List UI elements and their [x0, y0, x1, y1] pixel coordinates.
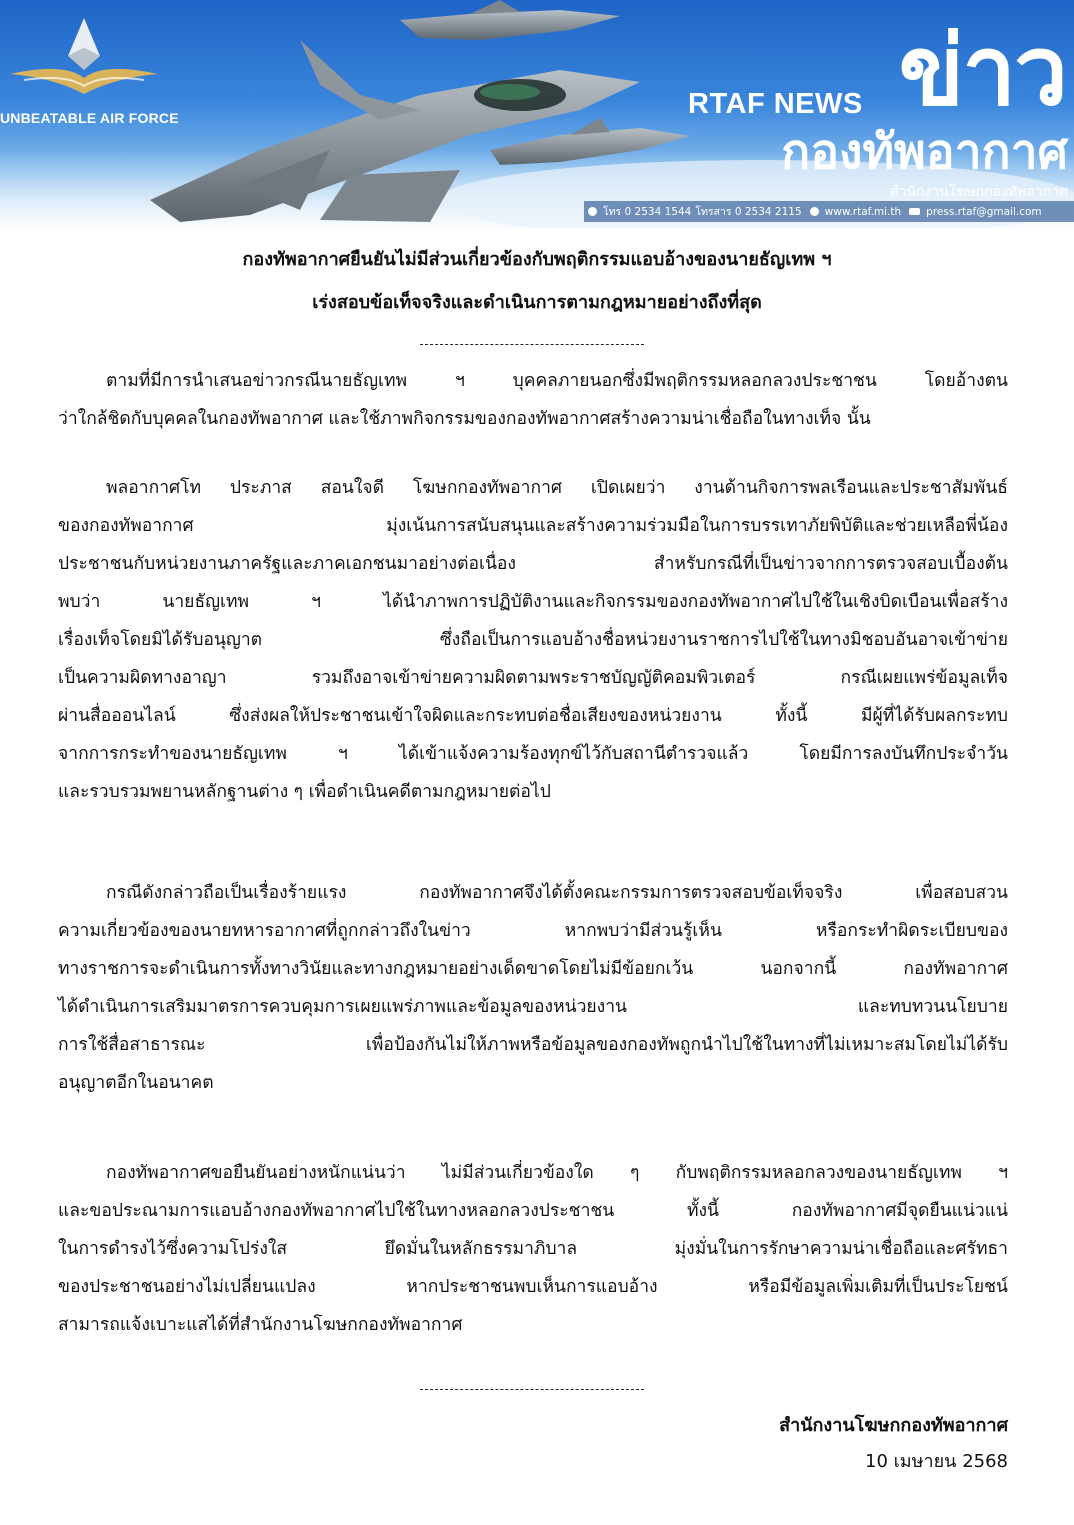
paragraph-line: และขอประณามการแอบอ้างกองทัพอากาศไปใช้ในทางหลอกลวงประชาชน ทั้งนี้ กองทัพอากาศมีจุดยืนแน่วแน่ — [58, 1201, 1008, 1221]
release-date: 10 เมษายน 2568 — [865, 1451, 1008, 1472]
paragraph-line: ประชาชนกับหน่วยงานภาครัฐและภาคเอกชนมาอย่างต่อเนื่อง สำหรับกรณีที่เป็นข่าวจากการตรวจสอบเบื้องต้น — [58, 554, 1008, 574]
closing-separator — [420, 1389, 644, 1390]
paragraph-line: ว่าใกล้ชิดกับบุคคลในกองทัพอากาศ และใช้ภาพกิจกรรมของกองทัพอากาศสร้างความน่าเชื่อถือในทางเท็จ นั้น — [58, 409, 871, 429]
globe-icon — [810, 207, 819, 216]
banner-title-airforce: กองทัพอากาศ — [781, 124, 1068, 180]
paragraph-line: กองทัพอากาศขอยืนยันอย่างหนักแน่นว่า ไม่มีส่วนเกี่ยวข้องใด ๆ กับพฤติกรรมหลอกลวงของนายธัญเทพ ฯ — [106, 1163, 1008, 1183]
rtaf-news-label: RTAF NEWS — [688, 88, 863, 120]
header-banner — [0, 0, 1074, 228]
contact-email[interactable]: press.rtaf@gmail.com — [926, 205, 1042, 218]
paragraph-line: กรณีดังกล่าวถือเป็นเรื่องร้ายแรง กองทัพอากาศจึงได้ตั้งคณะกรรมการตรวจสอบข้อเท็จจริง เพื่อสอบสวน — [106, 883, 1008, 903]
paragraph-line: การใช้สื่อสาธารณะ เพื่อป้องกันไม่ให้ภาพหรือข้อมูลของกองทัพถูกนำไปใช้ในทางที่ไม่เหมาะสมโดยไม่ได้รับ — [58, 1035, 1008, 1055]
paragraph-1 — [58, 362, 1008, 438]
paragraph-line: อนุญาตอีกในอนาคต — [58, 1073, 214, 1093]
contact-fax: โทรสาร 0 2534 2115 — [695, 206, 802, 218]
contact-phone: โทร 0 2534 1544 — [603, 206, 692, 218]
paragraph-line: เป็นความผิดทางอาญา รวมถึงอาจเข้าข่ายความผิดตามพระราชบัญญัติคอมพิวเตอร์ กรณีเผยแพร่ข้อมูลเท็จ — [58, 668, 1008, 688]
paragraph-4 — [58, 1154, 1008, 1344]
separator-line — [420, 344, 644, 345]
motto-text: UNBEATABLE AIR FORCE — [0, 110, 179, 126]
paragraph-line: สามารถแจ้งเบาะแสได้ที่สำนักงานโฆษกกองทัพอากาศ — [58, 1315, 463, 1335]
contact-bar — [584, 201, 1074, 222]
paragraph-line: ผ่านสื่อออนไลน์ ซึ่งส่งผลให้ประชาชนเข้าใจผิดและกระทบต่อชื่อเสียงของหน่วยงาน ทั้งนี้ มีผู้ที่ได้รับผลกระทบ — [58, 706, 1008, 726]
paragraph-line: ความเกี่ยวข้องของนายทหารอากาศที่ถูกกล่าวถึงในข่าว หากพบว่ามีส่วนรู้เห็น หรือกระทำผิดระเบียบของ — [58, 921, 1008, 941]
phone-icon — [588, 207, 597, 216]
paragraph-line: ของประชาชนอย่างไม่เปลี่ยนแปลง หากประชาชนพบเห็นการแอบอ้าง หรือมีข้อมูลเพิ่มเติมที่เป็นประโยชน์ — [58, 1277, 1008, 1297]
paragraph-line: พบว่า นายธัญเทพ ฯ ได้นำภาพการปฏิบัติงานและกิจกรรมของกองทัพอากาศไปใช้ในเชิงบิดเบือนเพื่อสร้าง — [58, 592, 1008, 612]
banner-title-news: ข่าว — [898, 15, 1066, 127]
paragraph-line: และรวบรวมพยานหลักฐานต่าง ๆ เพื่อดำเนินคดีตามกฎหมายต่อไป — [58, 782, 551, 802]
paragraph-line: ของกองทัพอากาศ มุ่งเน้นการสนับสนุนและสร้างความร่วมมือในการบรรเทาภัยพิบัติและช่วยเหลือพี่น้อง — [58, 516, 1008, 536]
paragraph-line: ตามที่มีการนำเสนอข่าวกรณีนายธัญเทพ ฯ บุคคลภายนอกซึ่งมีพฤติกรรมหลอกลวงประชาชน โดยอ้างตน — [106, 371, 1008, 391]
paragraph-line: เรื่องเท็จโดยมิได้รับอนุญาต ซึ่งถือเป็นการแอบอ้างชื่อหน่วยงานราชการไปใช้ในทางมิชอบอันอาจเข้าข่าย — [58, 630, 1008, 650]
paragraph-3 — [58, 874, 1008, 1102]
paragraph-line: จากการกระทำของนายธัญเทพ ฯ ได้เข้าแจ้งความร้องทุกข์ไว้กับสถานีตำรวจแล้ว โดยมีการลงบันทึกประจำวัน — [58, 744, 1008, 764]
headline-line-2: เร่งสอบข้อเท็จจริงและดำเนินการตามกฎหมายอย่างถึงที่สุด — [312, 292, 762, 313]
paragraph-line: ได้ดำเนินการเสริมมาตรการควบคุมการเผยแพร่ภาพและข้อมูลของหน่วยงาน และทบทวนนโยบาย — [58, 997, 1008, 1017]
signature-office: สำนักงานโฆษกกองทัพอากาศ — [779, 1415, 1008, 1436]
banner-office-name: สำนักงานโฆษกกองทัพอากาศ — [889, 184, 1068, 200]
paragraph-2 — [58, 469, 1008, 811]
mail-icon — [909, 208, 920, 215]
headline-line-1: กองทัพอากาศยืนยันไม่มีส่วนเกี่ยวข้องกับพฤติกรรมแอบอ้างของนายธัญเทพ ฯ — [242, 249, 832, 270]
contact-website[interactable]: www.rtaf.mi.th — [824, 205, 902, 218]
paragraph-line: ในการดำรงไว้ซึ่งความโปร่งใส ยึดมั่นในหลักธรรมาภิบาล มุ่งมั่นในการรักษาความน่าเชื่อถือและศรัทธา — [58, 1239, 1008, 1259]
paragraph-line: ทางราชการจะดำเนินการทั้งทางวินัยและทางกฎหมายอย่างเด็ดขาดโดยไม่มีข้อยกเว้น นอกจากนี้ กองทัพอากาศ — [58, 959, 1008, 979]
paragraph-line: พลอากาศโท ประภาส สอนใจดี โฆษกกองทัพอากาศ เปิดเผยว่า งานด้านกิจการพลเรือนและประชาสัมพันธ์ — [106, 478, 1008, 498]
